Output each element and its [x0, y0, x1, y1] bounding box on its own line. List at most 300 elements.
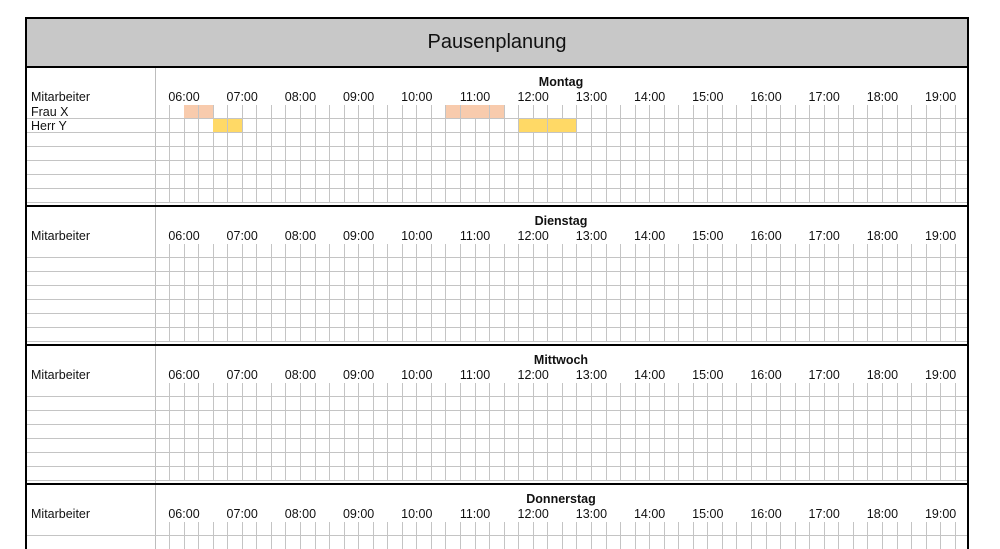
time-slot-cell[interactable] [388, 133, 403, 147]
time-slot-cell[interactable] [446, 467, 461, 481]
time-slot-cell[interactable] [461, 189, 476, 203]
time-slot-cell[interactable] [286, 328, 301, 342]
time-slot-cell[interactable] [170, 425, 185, 439]
time-slot-cell[interactable] [286, 161, 301, 175]
time-slot-cell[interactable] [766, 133, 781, 147]
time-slot-cell[interactable] [679, 300, 694, 314]
time-slot-cell[interactable] [693, 425, 708, 439]
time-slot-cell[interactable] [795, 161, 810, 175]
time-slot-cell[interactable] [548, 244, 563, 258]
time-slot-cell[interactable] [344, 522, 359, 536]
time-slot-cell[interactable] [271, 453, 286, 467]
time-slot-cell[interactable] [781, 522, 796, 536]
time-slot-cell[interactable] [184, 147, 199, 161]
time-slot-cell[interactable] [839, 258, 854, 272]
time-slot-cell[interactable] [824, 147, 839, 161]
time-slot-cell[interactable] [301, 453, 316, 467]
time-slot-cell[interactable] [795, 286, 810, 300]
time-slot-cell[interactable] [257, 189, 272, 203]
time-slot-cell[interactable] [286, 522, 301, 536]
time-slot-cell[interactable] [577, 536, 592, 549]
time-slot-cell[interactable] [373, 133, 388, 147]
time-slot-cell[interactable] [679, 536, 694, 549]
time-slot-cell[interactable] [795, 383, 810, 397]
time-slot-cell[interactable] [228, 244, 243, 258]
time-slot-cell[interactable] [373, 147, 388, 161]
time-slot-cell[interactable] [155, 119, 170, 133]
time-slot-cell[interactable] [577, 425, 592, 439]
time-slot-cell[interactable] [955, 147, 969, 161]
time-slot-cell[interactable] [635, 397, 650, 411]
time-slot-cell[interactable] [504, 453, 519, 467]
time-slot-cell[interactable] [184, 258, 199, 272]
time-slot-cell[interactable] [868, 119, 883, 133]
time-slot-cell[interactable] [417, 383, 432, 397]
time-slot-cell[interactable] [533, 161, 548, 175]
time-slot-cell[interactable] [708, 314, 723, 328]
time-slot-cell[interactable] [650, 383, 665, 397]
time-slot-cell[interactable] [883, 383, 898, 397]
time-slot-cell[interactable] [577, 286, 592, 300]
time-slot-cell[interactable] [170, 522, 185, 536]
time-slot-cell[interactable] [679, 258, 694, 272]
time-slot-cell[interactable] [417, 522, 432, 536]
time-slot-cell[interactable] [446, 147, 461, 161]
time-slot-cell[interactable] [431, 453, 446, 467]
time-slot-cell[interactable] [402, 147, 417, 161]
time-slot-cell[interactable] [577, 453, 592, 467]
time-slot-cell[interactable] [446, 453, 461, 467]
time-slot-cell[interactable] [650, 314, 665, 328]
time-slot-cell[interactable] [955, 105, 969, 119]
time-slot-cell[interactable] [330, 272, 345, 286]
time-slot-cell[interactable] [868, 300, 883, 314]
time-slot-cell[interactable] [883, 133, 898, 147]
time-slot-cell[interactable] [722, 133, 737, 147]
time-slot-cell[interactable] [184, 467, 199, 481]
time-slot-cell[interactable] [431, 189, 446, 203]
time-slot-cell[interactable] [853, 453, 868, 467]
time-slot-cell[interactable] [635, 105, 650, 119]
time-slot-cell[interactable] [606, 258, 621, 272]
time-slot-cell[interactable] [897, 286, 912, 300]
time-slot-cell[interactable] [781, 383, 796, 397]
time-slot-cell[interactable] [824, 467, 839, 481]
time-slot-cell[interactable] [286, 453, 301, 467]
time-slot-cell[interactable] [737, 105, 752, 119]
time-slot-cell[interactable] [228, 133, 243, 147]
time-slot-cell[interactable] [562, 425, 577, 439]
time-slot-cell[interactable] [883, 328, 898, 342]
time-slot-cell[interactable] [635, 161, 650, 175]
time-slot-cell[interactable] [955, 286, 969, 300]
time-slot-cell[interactable] [548, 383, 563, 397]
time-slot-cell[interactable] [504, 189, 519, 203]
time-slot-cell[interactable] [606, 411, 621, 425]
time-slot-cell[interactable] [388, 328, 403, 342]
time-slot-cell[interactable] [548, 397, 563, 411]
time-slot-cell[interactable] [373, 105, 388, 119]
time-slot-cell[interactable] [519, 439, 534, 453]
time-slot-cell[interactable] [446, 133, 461, 147]
time-slot-cell[interactable] [562, 272, 577, 286]
time-slot-cell[interactable] [431, 328, 446, 342]
time-slot-cell[interactable] [213, 147, 228, 161]
time-slot-cell[interactable] [359, 147, 374, 161]
time-slot-cell[interactable] [344, 300, 359, 314]
time-slot-cell[interactable] [533, 105, 548, 119]
time-slot-cell[interactable] [562, 258, 577, 272]
time-slot-cell[interactable] [795, 425, 810, 439]
time-slot-cell[interactable] [592, 467, 607, 481]
time-slot-cell[interactable] [402, 328, 417, 342]
time-slot-cell[interactable] [344, 328, 359, 342]
time-slot-cell[interactable] [359, 383, 374, 397]
time-slot-cell[interactable] [548, 175, 563, 189]
time-slot-cell[interactable] [533, 328, 548, 342]
time-slot-cell[interactable] [315, 161, 330, 175]
time-slot-cell[interactable] [199, 189, 214, 203]
time-slot-cell[interactable] [853, 314, 868, 328]
time-slot-cell[interactable] [737, 314, 752, 328]
time-slot-cell[interactable] [199, 411, 214, 425]
time-slot-cell[interactable] [708, 453, 723, 467]
time-slot-cell[interactable] [752, 522, 767, 536]
time-slot-cell[interactable] [664, 119, 679, 133]
time-slot-cell[interactable] [708, 300, 723, 314]
time-slot-cell[interactable] [199, 147, 214, 161]
time-slot-cell[interactable] [708, 425, 723, 439]
time-slot-cell[interactable] [242, 397, 257, 411]
time-slot-cell[interactable] [868, 425, 883, 439]
time-slot-cell[interactable] [941, 105, 956, 119]
time-slot-cell[interactable] [795, 522, 810, 536]
time-slot-cell[interactable] [897, 300, 912, 314]
time-slot-cell[interactable] [562, 453, 577, 467]
time-slot-cell[interactable] [577, 328, 592, 342]
time-slot-cell[interactable] [708, 105, 723, 119]
time-slot-cell[interactable] [490, 300, 505, 314]
time-slot-cell[interactable] [766, 536, 781, 549]
time-slot-cell[interactable] [170, 189, 185, 203]
time-slot-cell[interactable] [184, 397, 199, 411]
time-slot-cell[interactable] [635, 467, 650, 481]
time-slot-cell[interactable] [766, 161, 781, 175]
time-slot-cell[interactable] [548, 147, 563, 161]
time-slot-cell[interactable] [388, 522, 403, 536]
time-slot-cell[interactable] [461, 467, 476, 481]
time-slot-cell[interactable] [839, 244, 854, 258]
time-slot-cell[interactable] [431, 175, 446, 189]
time-slot-cell[interactable] [941, 286, 956, 300]
time-slot-cell[interactable] [490, 536, 505, 549]
time-slot-cell[interactable] [271, 286, 286, 300]
time-slot-cell[interactable] [446, 175, 461, 189]
time-slot-cell[interactable] [577, 467, 592, 481]
time-slot-cell[interactable] [213, 244, 228, 258]
time-slot-cell[interactable] [897, 272, 912, 286]
time-slot-cell[interactable] [810, 244, 825, 258]
time-slot-cell[interactable] [504, 175, 519, 189]
time-slot-cell[interactable] [853, 536, 868, 549]
time-slot-cell[interactable] [155, 161, 170, 175]
time-slot-cell[interactable] [752, 244, 767, 258]
time-slot-cell[interactable] [257, 425, 272, 439]
time-slot-cell[interactable] [359, 258, 374, 272]
time-slot-cell[interactable] [344, 244, 359, 258]
time-slot-cell[interactable] [504, 314, 519, 328]
time-slot-cell[interactable] [577, 439, 592, 453]
time-slot-cell[interactable] [693, 258, 708, 272]
time-slot-cell[interactable] [431, 147, 446, 161]
time-slot-cell[interactable] [693, 383, 708, 397]
time-slot-cell[interactable] [737, 467, 752, 481]
time-slot-cell[interactable] [271, 258, 286, 272]
time-slot-cell[interactable] [824, 244, 839, 258]
time-slot-cell[interactable] [693, 522, 708, 536]
time-slot-cell[interactable] [170, 383, 185, 397]
time-slot-cell[interactable] [722, 383, 737, 397]
time-slot-cell[interactable] [315, 383, 330, 397]
time-slot-cell[interactable] [213, 175, 228, 189]
time-slot-cell[interactable] [955, 272, 969, 286]
time-slot-cell[interactable] [461, 439, 476, 453]
time-slot-cell[interactable] [213, 133, 228, 147]
time-slot-cell[interactable] [926, 328, 941, 342]
time-slot-cell[interactable] [839, 314, 854, 328]
time-slot-cell[interactable] [242, 175, 257, 189]
time-slot-cell[interactable] [301, 258, 316, 272]
time-slot-cell[interactable] [839, 189, 854, 203]
time-slot-cell[interactable] [781, 439, 796, 453]
time-slot-cell[interactable] [461, 300, 476, 314]
time-slot-cell[interactable] [708, 536, 723, 549]
time-slot-cell[interactable] [621, 175, 636, 189]
time-slot-cell[interactable] [650, 244, 665, 258]
time-slot-cell[interactable] [941, 258, 956, 272]
time-slot-cell[interactable] [679, 161, 694, 175]
time-slot-cell[interactable] [926, 133, 941, 147]
time-slot-cell[interactable] [301, 425, 316, 439]
time-slot-cell[interactable] [213, 328, 228, 342]
time-slot-cell[interactable] [795, 258, 810, 272]
time-slot-cell[interactable] [592, 161, 607, 175]
time-slot-cell[interactable] [533, 425, 548, 439]
time-slot-cell[interactable] [941, 328, 956, 342]
time-slot-cell[interactable] [592, 453, 607, 467]
time-slot-cell[interactable] [621, 536, 636, 549]
time-slot-cell[interactable] [810, 522, 825, 536]
time-slot-cell[interactable] [912, 286, 927, 300]
time-slot-cell[interactable] [868, 286, 883, 300]
time-slot-cell[interactable] [737, 119, 752, 133]
time-slot-cell[interactable] [257, 175, 272, 189]
time-slot-cell[interactable] [562, 119, 577, 133]
time-slot-cell[interactable] [839, 425, 854, 439]
time-slot-cell[interactable] [286, 175, 301, 189]
time-slot-cell[interactable] [650, 147, 665, 161]
time-slot-cell[interactable] [373, 272, 388, 286]
time-slot-cell[interactable] [170, 272, 185, 286]
time-slot-cell[interactable] [533, 286, 548, 300]
time-slot-cell[interactable] [213, 536, 228, 549]
time-slot-cell[interactable] [519, 258, 534, 272]
time-slot-cell[interactable] [170, 439, 185, 453]
time-slot-cell[interactable] [548, 272, 563, 286]
time-slot-cell[interactable] [344, 133, 359, 147]
time-slot-cell[interactable] [301, 383, 316, 397]
time-slot-cell[interactable] [286, 411, 301, 425]
time-slot-cell[interactable] [242, 300, 257, 314]
time-slot-cell[interactable] [213, 411, 228, 425]
time-slot-cell[interactable] [562, 328, 577, 342]
time-slot-cell[interactable] [621, 397, 636, 411]
time-slot-cell[interactable] [795, 147, 810, 161]
time-slot-cell[interactable] [708, 133, 723, 147]
time-slot-cell[interactable] [664, 244, 679, 258]
time-slot-cell[interactable] [679, 453, 694, 467]
time-slot-cell[interactable] [431, 314, 446, 328]
time-slot-cell[interactable] [301, 411, 316, 425]
time-slot-cell[interactable] [155, 328, 170, 342]
time-slot-cell[interactable] [155, 522, 170, 536]
time-slot-cell[interactable] [170, 397, 185, 411]
time-slot-cell[interactable] [344, 175, 359, 189]
time-slot-cell[interactable] [839, 300, 854, 314]
time-slot-cell[interactable] [490, 119, 505, 133]
time-slot-cell[interactable] [199, 522, 214, 536]
time-slot-cell[interactable] [359, 133, 374, 147]
time-slot-cell[interactable] [417, 258, 432, 272]
time-slot-cell[interactable] [810, 383, 825, 397]
time-slot-cell[interactable] [504, 161, 519, 175]
time-slot-cell[interactable] [883, 286, 898, 300]
time-slot-cell[interactable] [417, 189, 432, 203]
time-slot-cell[interactable] [664, 286, 679, 300]
time-slot-cell[interactable] [722, 105, 737, 119]
time-slot-cell[interactable] [883, 397, 898, 411]
time-slot-cell[interactable] [839, 411, 854, 425]
time-slot-cell[interactable] [330, 453, 345, 467]
time-slot-cell[interactable] [810, 161, 825, 175]
time-slot-cell[interactable] [228, 411, 243, 425]
time-slot-cell[interactable] [955, 119, 969, 133]
time-slot-cell[interactable] [853, 397, 868, 411]
time-slot-cell[interactable] [621, 105, 636, 119]
time-slot-cell[interactable] [839, 175, 854, 189]
time-slot-cell[interactable] [431, 522, 446, 536]
time-slot-cell[interactable] [853, 467, 868, 481]
time-slot-cell[interactable] [315, 425, 330, 439]
time-slot-cell[interactable] [868, 397, 883, 411]
time-slot-cell[interactable] [679, 147, 694, 161]
time-slot-cell[interactable] [650, 286, 665, 300]
time-slot-cell[interactable] [752, 272, 767, 286]
time-slot-cell[interactable] [359, 467, 374, 481]
time-slot-cell[interactable] [722, 119, 737, 133]
time-slot-cell[interactable] [461, 328, 476, 342]
time-slot-cell[interactable] [679, 133, 694, 147]
time-slot-cell[interactable] [199, 383, 214, 397]
time-slot-cell[interactable] [344, 397, 359, 411]
time-slot-cell[interactable] [897, 411, 912, 425]
time-slot-cell[interactable] [228, 383, 243, 397]
time-slot-cell[interactable] [708, 189, 723, 203]
time-slot-cell[interactable] [301, 439, 316, 453]
time-slot-cell[interactable] [679, 411, 694, 425]
time-slot-cell[interactable] [184, 522, 199, 536]
time-slot-cell[interactable] [431, 133, 446, 147]
time-slot-cell[interactable] [562, 286, 577, 300]
time-slot-cell[interactable] [650, 411, 665, 425]
time-slot-cell[interactable] [359, 286, 374, 300]
time-slot-cell[interactable] [388, 147, 403, 161]
time-slot-cell[interactable] [301, 119, 316, 133]
time-slot-cell[interactable] [199, 425, 214, 439]
time-slot-cell[interactable] [431, 119, 446, 133]
time-slot-cell[interactable] [824, 161, 839, 175]
time-slot-cell[interactable] [679, 467, 694, 481]
time-slot-cell[interactable] [533, 383, 548, 397]
time-slot-cell[interactable] [388, 175, 403, 189]
time-slot-cell[interactable] [475, 105, 490, 119]
time-slot-cell[interactable] [664, 314, 679, 328]
time-slot-cell[interactable] [475, 147, 490, 161]
time-slot-cell[interactable] [533, 189, 548, 203]
time-slot-cell[interactable] [722, 522, 737, 536]
time-slot-cell[interactable] [752, 119, 767, 133]
time-slot-cell[interactable] [737, 536, 752, 549]
time-slot-cell[interactable] [533, 314, 548, 328]
time-slot-cell[interactable] [606, 328, 621, 342]
time-slot-cell[interactable] [693, 119, 708, 133]
time-slot-cell[interactable] [664, 383, 679, 397]
time-slot-cell[interactable] [766, 411, 781, 425]
time-slot-cell[interactable] [519, 189, 534, 203]
time-slot-cell[interactable] [359, 536, 374, 549]
time-slot-cell[interactable] [606, 175, 621, 189]
time-slot-cell[interactable] [533, 453, 548, 467]
time-slot-cell[interactable] [941, 411, 956, 425]
time-slot-cell[interactable] [519, 161, 534, 175]
time-slot-cell[interactable] [170, 147, 185, 161]
time-slot-cell[interactable] [213, 522, 228, 536]
time-slot-cell[interactable] [359, 244, 374, 258]
time-slot-cell[interactable] [781, 411, 796, 425]
time-slot-cell[interactable] [664, 189, 679, 203]
time-slot-cell[interactable] [184, 133, 199, 147]
time-slot-cell[interactable] [271, 397, 286, 411]
time-slot-cell[interactable] [213, 397, 228, 411]
time-slot-cell[interactable] [592, 244, 607, 258]
time-slot-cell[interactable] [388, 189, 403, 203]
time-slot-cell[interactable] [868, 439, 883, 453]
time-slot-cell[interactable] [897, 133, 912, 147]
time-slot-cell[interactable] [781, 161, 796, 175]
time-slot-cell[interactable] [286, 258, 301, 272]
time-slot-cell[interactable] [650, 467, 665, 481]
time-slot-cell[interactable] [926, 467, 941, 481]
time-slot-cell[interactable] [330, 286, 345, 300]
time-slot-cell[interactable] [315, 272, 330, 286]
time-slot-cell[interactable] [897, 467, 912, 481]
time-slot-cell[interactable] [810, 328, 825, 342]
time-slot-cell[interactable] [286, 105, 301, 119]
time-slot-cell[interactable] [868, 147, 883, 161]
time-slot-cell[interactable] [315, 147, 330, 161]
time-slot-cell[interactable] [853, 133, 868, 147]
time-slot-cell[interactable] [242, 522, 257, 536]
